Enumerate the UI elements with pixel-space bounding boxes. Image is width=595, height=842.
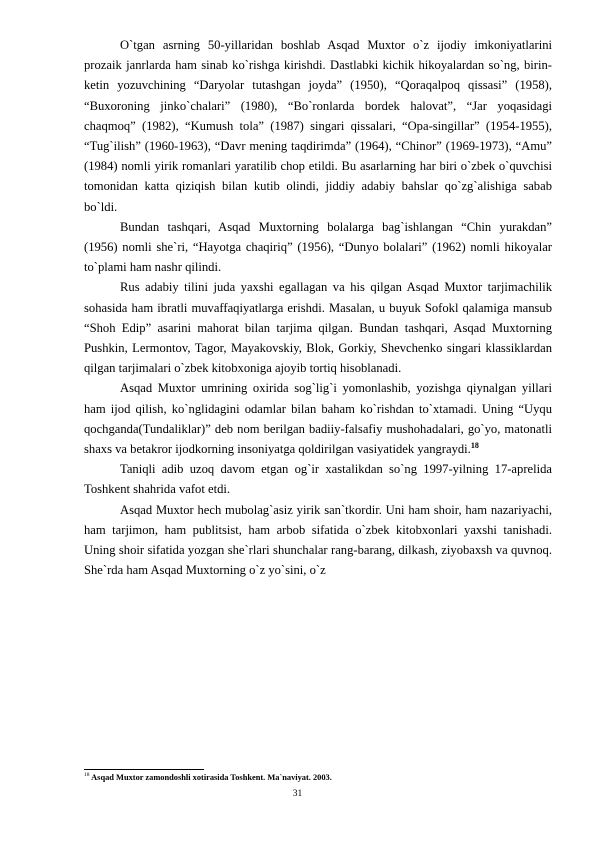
footnote-reference[interactable]: 18 xyxy=(470,440,479,450)
footnote-mark: 18 xyxy=(84,772,90,779)
footnote-text: Asqad Muxtor zamondoshli xotirasida Toshkent. Ma`naviyat. 2003. xyxy=(89,773,332,782)
body-text xyxy=(84,35,552,580)
footnote xyxy=(84,772,552,783)
footnote-divider xyxy=(84,769,204,770)
paragraph-3: Rus adabiy tilini juda yaxshi egallagan va his qilgan Asqad Muxtor tarjimachilik sohasida ham ibratli muvaffaqiyatlarga erishdi. Masalan, u buyuk Sofokl qalamiga mansub “Shoh Edip” asarini mahorat bilan tarjima qilgan. Bundan tashqari, Asqad Muxtorning Pushkin, Lermontov, Tagor, Mayakovskiy, Blok, Gorkiy, Shevchenko singari klassiklardan qilgan tarjimalari o`zbek kitobxoniga ajoyib tortiq hisoblanadi. xyxy=(84,280,552,376)
paragraph-4-text: Asqad Muxtor umrining oxirida sog`lig`i yomonlashib, yozishga qiynalgan yillari ham ijod qilish, ko`nglidagini odamlar bilan baham ko`rishdan to`xtamadi. Uning “Uyqu qochganda(Tundaliklar)” deb nom berilgan badiiy-falsafiy mushohadalari, go`yo, matonatli shaxs va betakror ijodkorning insoniyatga qoldirilgan vasiyatidek yangraydi. xyxy=(84,381,552,457)
paragraph-6: Asqad Muxtor hech mubolag`asiz yirik san`tkordir. Uni ham shoir, ham nazariyachi, ham tarjimon, ham publitsist, ham arbob sifatida o`zbek kitobxonlari yaxshi tanishadi. Uning shoir sifatida yozgan she`rlari shunchalar rang-barang, dilkash, ziyobaxsh va quvnoq. She`rda ham Asqad Muxtorning o`z yo`sini, o`z xyxy=(84,502,552,578)
page-number: 31 xyxy=(292,789,303,799)
paragraph-5: Taniqli adib uzoq davom etgan og`ir xastalikdan so`ng 1997-yilning 17-aprelida Toshkent shahrida vafot etdi. xyxy=(84,462,552,497)
paragraph-1: O`tgan asrning 50-yillaridan boshlab Asqad Muxtor o`z ijodiy imkoniyatlarini prozaik janrlarda ham sinab ko`rishga kirishdi. Dastlabki kichik hikoyalardan so`ng, birin-ketin yozuvchining “Daryolar tutashgan joyda” (1950), “Qoraqalpoq qissasi” (1958), “Buxoroning jinko`chalari” (1980), “Bo`ronlarda bordek halovat”, “Jar yoqasidagi chaqmoq” (1982), “Kumush tola” (1987) singari qissalari, “Opa-singillar” (1954-1955), “Tug`ilish” (1960-1963), “Davr mening taqdirimda” (1964), “Chinor” (1969-1973), “Amu” (1984) nomli yirik romanlari yaratilib chop etildi. Bu asarlarning har biri o`zbek o`quvchisi tomonidan katta qiziqish bilan kutib olindi, jiddiy adabiy bahslar qo`zg`alishiga sabab bo`ldi. xyxy=(84,38,552,214)
paragraph-4 xyxy=(84,378,552,459)
paragraph-2: Bundan tashqari, Asqad Muxtorning bolalarga bag`ishlangan “Chin yurakdan” (1956) nomli she`ri, “Hayotga chaqiriq” (1956), “Dunyo bolalari” (1962) nomli hikoyalar to`plami ham nashr qilindi. xyxy=(84,219,552,275)
